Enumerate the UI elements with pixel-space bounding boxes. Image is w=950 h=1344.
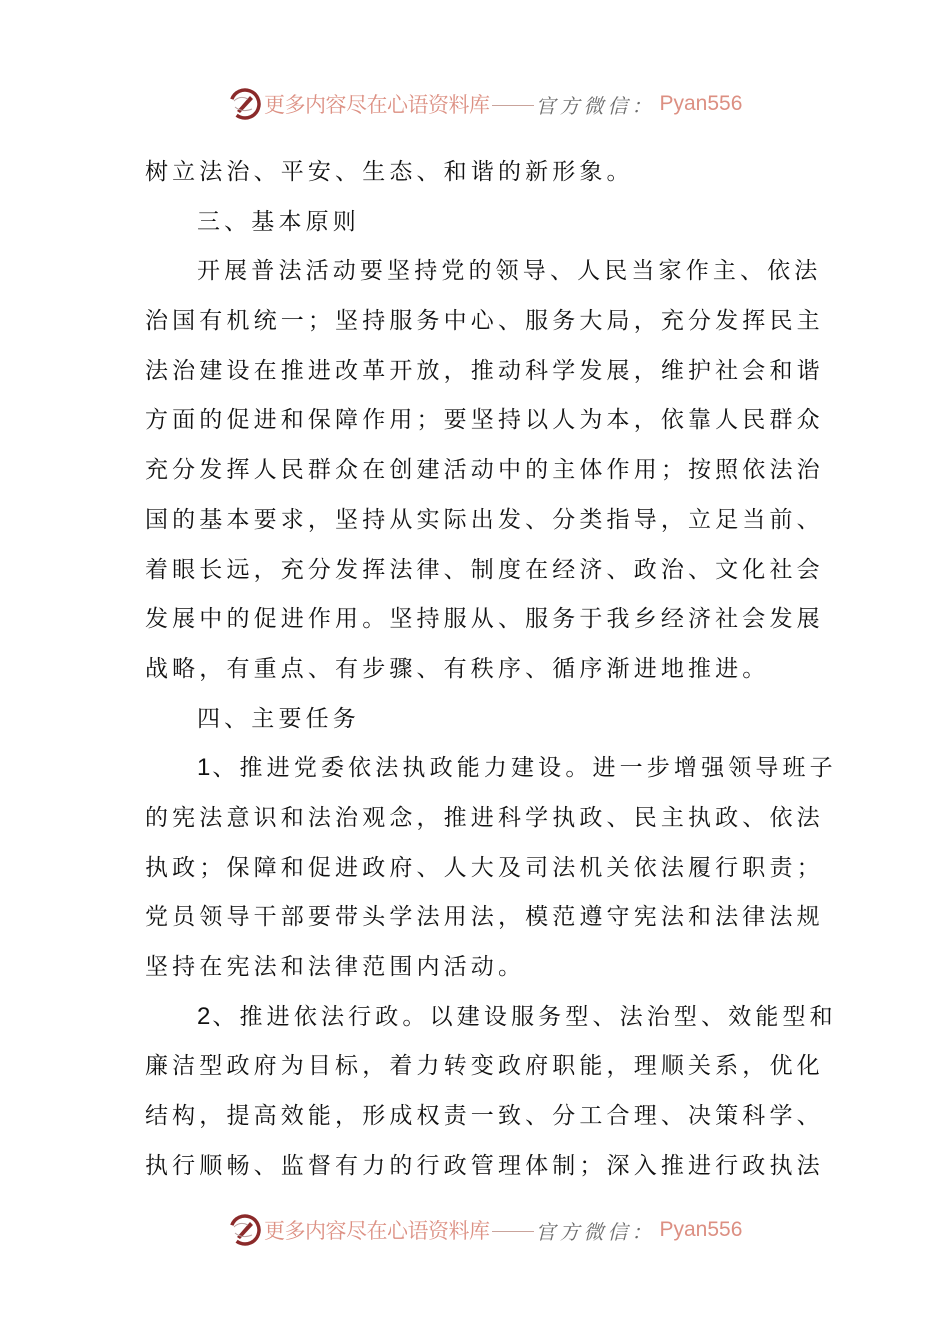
paragraph-line: 发展中的促进作用。坚持服从、服务于我乡经济社会发展 <box>145 606 824 633</box>
banner-site-name: 更多内容尽在心语资料库 <box>264 1219 490 1243</box>
banner-official-label: 官方微信： <box>535 1219 656 1244</box>
paragraph-line: 廉洁型政府为目标，着力转变政府职能，理顺关系，优化 <box>145 1053 824 1080</box>
section-heading-tasks: 四、主要任务 <box>197 705 360 732</box>
paragraph-line: 党员领导干部要带头学法用法，模范遵守宪法和法律法规 <box>145 904 824 931</box>
paragraph-line: 战略，有重点、有步骤、有秩序、循序渐进地推进。 <box>145 655 770 682</box>
footer-watermark-banner <box>228 1210 742 1250</box>
banner-dash <box>492 1231 534 1232</box>
banner-wechat-id: Pyan556 <box>659 92 743 115</box>
task-number: 2 <box>197 1002 211 1030</box>
paragraph-line: 坚持在宪法和法律范围内活动。 <box>145 954 526 980</box>
task-2-text: 推进依法行政。以建设服务型、法治型、效能型和 <box>239 1003 837 1030</box>
enum-separator: 、 <box>212 1003 240 1030</box>
paragraph-line: 执政；保障和促进政府、人大及司法机关依法履行职责； <box>145 854 824 881</box>
quill-pen-logo-icon <box>228 1213 262 1247</box>
paragraph-line: 树立法治、平安、生态、和谐的新形象。 <box>145 159 634 185</box>
paragraph-line: 充分发挥人民群众在创建活动中的主体作用；按照依法治 <box>145 457 824 484</box>
task-1-first-line <box>145 746 837 796</box>
document-body <box>145 150 837 1193</box>
paragraph-line: 国的基本要求，坚持从实际出发、分类指导，立足当前、 <box>145 506 824 533</box>
paragraph-line: 治国有机统一；坚持服务中心、服务大局，充分发挥民主 <box>145 308 824 335</box>
header-watermark-banner <box>228 84 742 124</box>
section-heading-principles: 三、基本原则 <box>197 208 360 235</box>
paragraph-line: 法治建设在推进改革开放，推动科学发展，维护社会和谐 <box>145 357 824 384</box>
paragraph-line: 着眼长远，充分发挥法律、制度在经济、政治、文化社会 <box>145 556 824 583</box>
banner-official-label: 官方微信： <box>535 93 656 118</box>
paragraph-line: 开展普法活动要坚持党的领导、人民当家作主、依法 <box>197 258 822 285</box>
paragraph-line: 结构，提高效能，形成权责一致、分工合理、决策科学、 <box>145 1103 824 1130</box>
task-number: 1 <box>197 754 211 782</box>
paragraph-line: 方面的促进和保障作用；要坚持以人为本，依靠人民群众 <box>145 407 824 434</box>
paragraph-line: 执行顺畅、监督有力的行政管理体制；深入推进行政执法 <box>145 1152 824 1179</box>
paragraph-line: 的宪法意识和法治观念，推进科学执政、民主执政、依法 <box>145 804 824 831</box>
banner-site-name: 更多内容尽在心语资料库 <box>264 93 490 117</box>
quill-pen-logo-icon <box>228 87 262 121</box>
task-1-text: 推进党委依法执政能力建设。进一步增强领导班子 <box>239 755 837 782</box>
banner-wechat-id: Pyan556 <box>659 1218 743 1241</box>
enum-separator: 、 <box>212 755 240 782</box>
task-2-first-line <box>145 995 837 1045</box>
banner-dash <box>492 105 534 106</box>
